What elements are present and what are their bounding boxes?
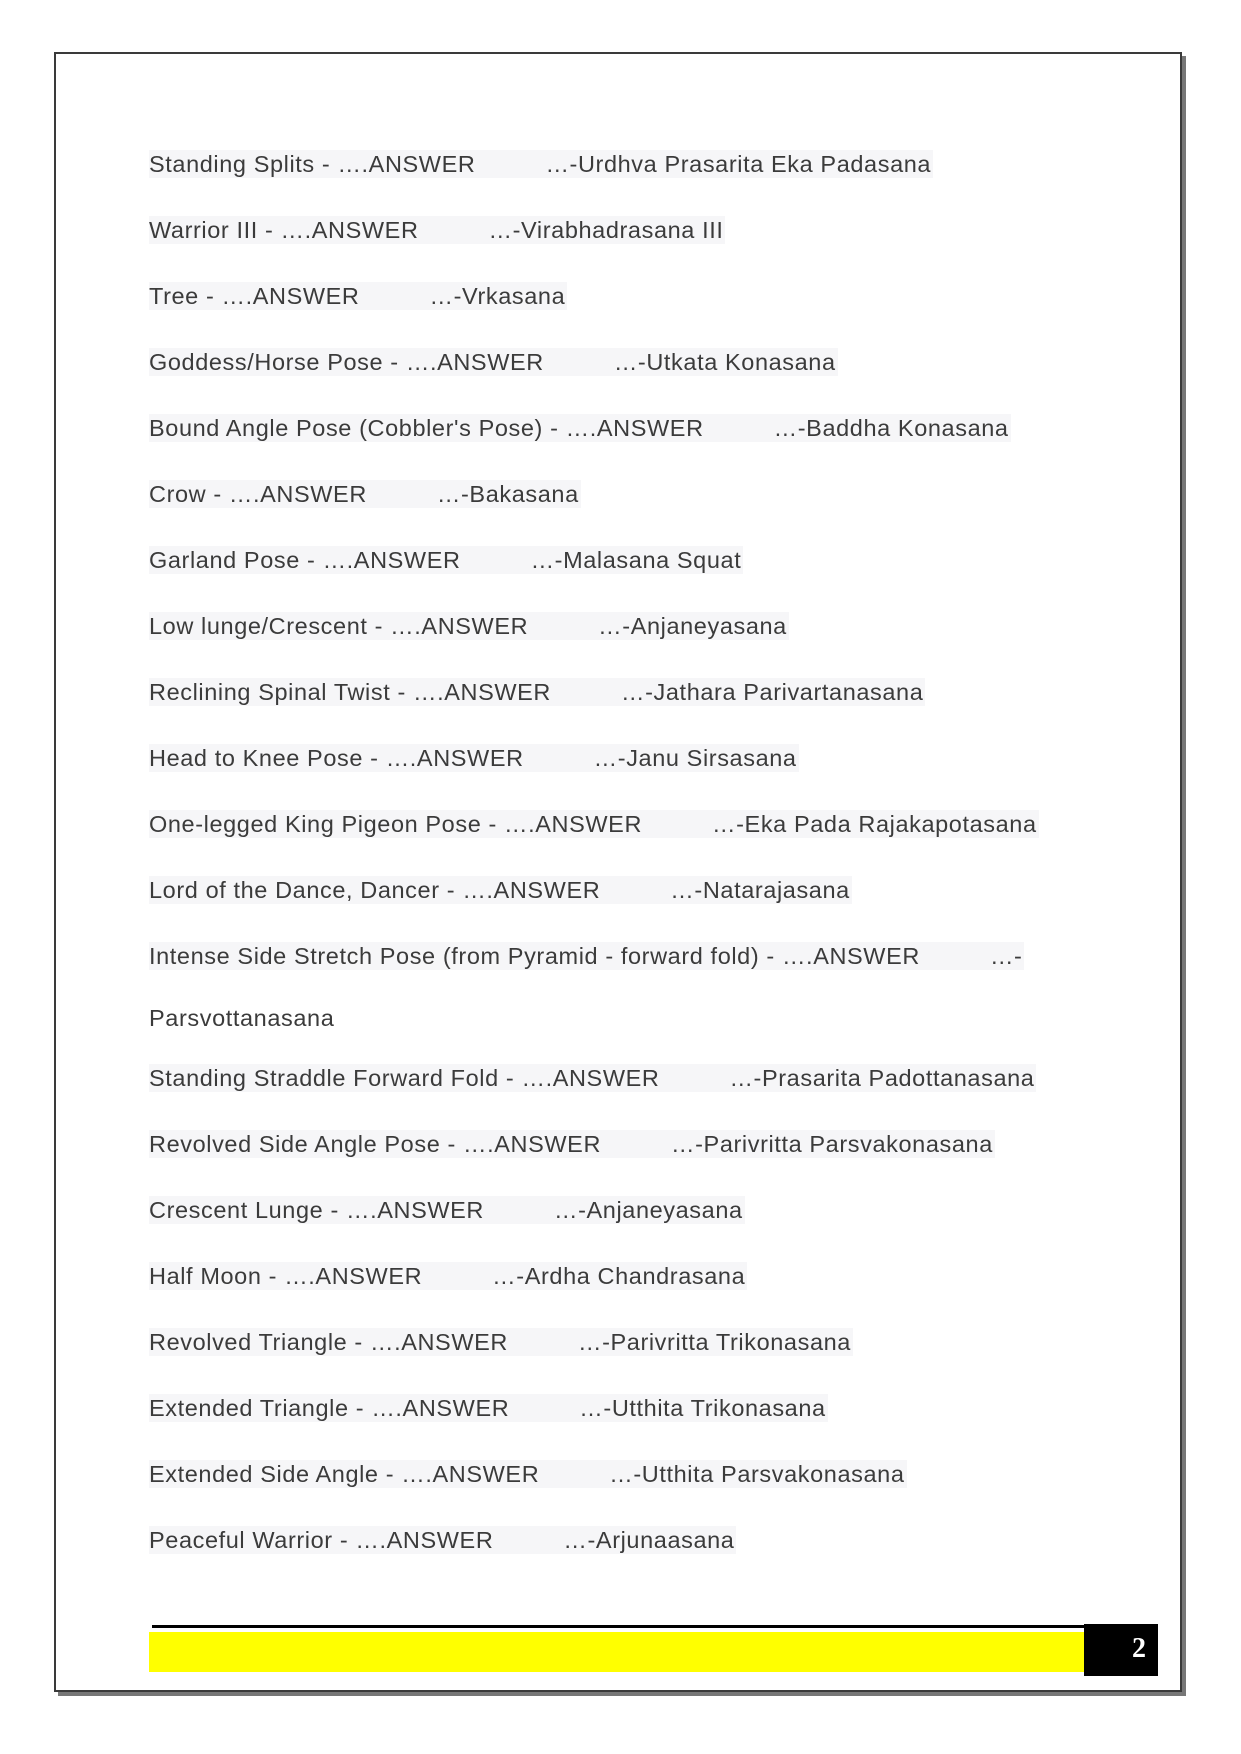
pose-prompt: Garland Pose - ….ANSWER xyxy=(149,547,461,573)
pose-answer: …-Virabhadrasana III xyxy=(488,217,724,243)
pose-prompt: Extended Triangle - ….ANSWER xyxy=(149,1395,510,1421)
list-item xyxy=(149,480,581,508)
pose-prompt: Revolved Triangle - ….ANSWER xyxy=(149,1329,508,1355)
pose-answer: …-Natarajasana xyxy=(670,877,850,903)
list-item xyxy=(149,744,799,772)
list-item xyxy=(149,942,1024,970)
list-item xyxy=(149,348,838,376)
page-number: 2 xyxy=(1084,1624,1158,1676)
list-item xyxy=(149,1262,747,1290)
pose-answer: …-Prasarita Padottanasana xyxy=(729,1065,1035,1091)
pose-prompt: Crescent Lunge - ….ANSWER xyxy=(149,1197,484,1223)
list-item xyxy=(149,414,1011,442)
pose-prompt: Lord of the Dance, Dancer - ….ANSWER xyxy=(149,877,601,903)
pose-answer: …-Utkata Konasana xyxy=(613,349,836,375)
list-item xyxy=(149,1460,907,1488)
footer-highlight-bar xyxy=(149,1632,1084,1672)
pose-prompt: Goddess/Horse Pose - ….ANSWER xyxy=(149,349,544,375)
pose-answer: …-Malasana Squat xyxy=(530,547,742,573)
pose-prompt: Peaceful Warrior - ….ANSWER xyxy=(149,1527,494,1553)
list-item xyxy=(149,612,789,640)
pose-prompt: Reclining Spinal Twist - ….ANSWER xyxy=(149,679,552,705)
pose-answer: …-Parivritta Trikonasana xyxy=(577,1329,851,1355)
list-item xyxy=(149,546,743,574)
list-item-continuation xyxy=(149,1004,336,1032)
pose-answer: …-Urdhva Prasarita Eka Padasana xyxy=(545,151,932,177)
pose-prompt: Revolved Side Angle Pose - ….ANSWER xyxy=(149,1131,602,1157)
list-item xyxy=(149,1328,853,1356)
pose-prompt: One-legged King Pigeon Pose - ….ANSWER xyxy=(149,811,643,837)
list-item xyxy=(149,1526,736,1554)
list-item xyxy=(149,810,1039,838)
pose-answer: …-Vrkasana xyxy=(429,283,566,309)
list-item xyxy=(149,1394,828,1422)
pose-answer: …-Arjunaasana xyxy=(563,1527,735,1553)
pose-prompt: Extended Side Angle - ….ANSWER xyxy=(149,1461,540,1487)
list-item xyxy=(149,1064,1036,1092)
pose-prompt: Head to Knee Pose - ….ANSWER xyxy=(149,745,524,771)
pose-answer: …-Janu Sirsasana xyxy=(593,745,797,771)
pose-prompt: Standing Straddle Forward Fold - ….ANSWER xyxy=(149,1065,660,1091)
pose-answer: …-Ardha Chandrasana xyxy=(492,1263,746,1289)
list-item xyxy=(149,282,567,310)
pose-prompt: Bound Angle Pose (Cobbler's Pose) - ….ANSWER xyxy=(149,415,704,441)
list-item xyxy=(149,678,925,706)
pose-answer: …- xyxy=(989,943,1023,969)
pose-prompt: Standing Splits - ….ANSWER xyxy=(149,151,476,177)
pose-answer: …-Baddha Konasana xyxy=(773,415,1009,441)
pose-answer: …-Eka Pada Rajakapotasana xyxy=(712,811,1037,837)
list-item xyxy=(149,1130,995,1158)
list-item xyxy=(149,216,725,244)
pose-prompt: Crow - ….ANSWER xyxy=(149,481,367,507)
pose-prompt: Intense Side Stretch Pose (from Pyramid - forward fold) - ….ANSWER xyxy=(149,943,920,969)
pose-answer-continuation: Parsvottanasana xyxy=(149,1005,335,1031)
pose-answer: …-Bakasana xyxy=(436,481,579,507)
pose-prompt: Half Moon - ….ANSWER xyxy=(149,1263,423,1289)
pose-answer: …-Utthita Parsvakonasana xyxy=(609,1461,905,1487)
pose-answer: …-Jathara Parivartanasana xyxy=(621,679,924,705)
pose-answer: …-Anjaneyasana xyxy=(598,613,787,639)
pose-prompt: Low lunge/Crescent - ….ANSWER xyxy=(149,613,529,639)
pose-answer: …-Parivritta Parsvakonasana xyxy=(671,1131,993,1157)
list-item xyxy=(149,876,852,904)
pose-prompt: Warrior III - ….ANSWER xyxy=(149,217,419,243)
pose-answer: …-Utthita Trikonasana xyxy=(579,1395,826,1421)
list-item xyxy=(149,150,933,178)
footer-divider xyxy=(152,1625,1084,1628)
pose-answer: …-Anjaneyasana xyxy=(553,1197,743,1223)
pose-prompt: Tree - ….ANSWER xyxy=(149,283,360,309)
list-item xyxy=(149,1196,745,1224)
